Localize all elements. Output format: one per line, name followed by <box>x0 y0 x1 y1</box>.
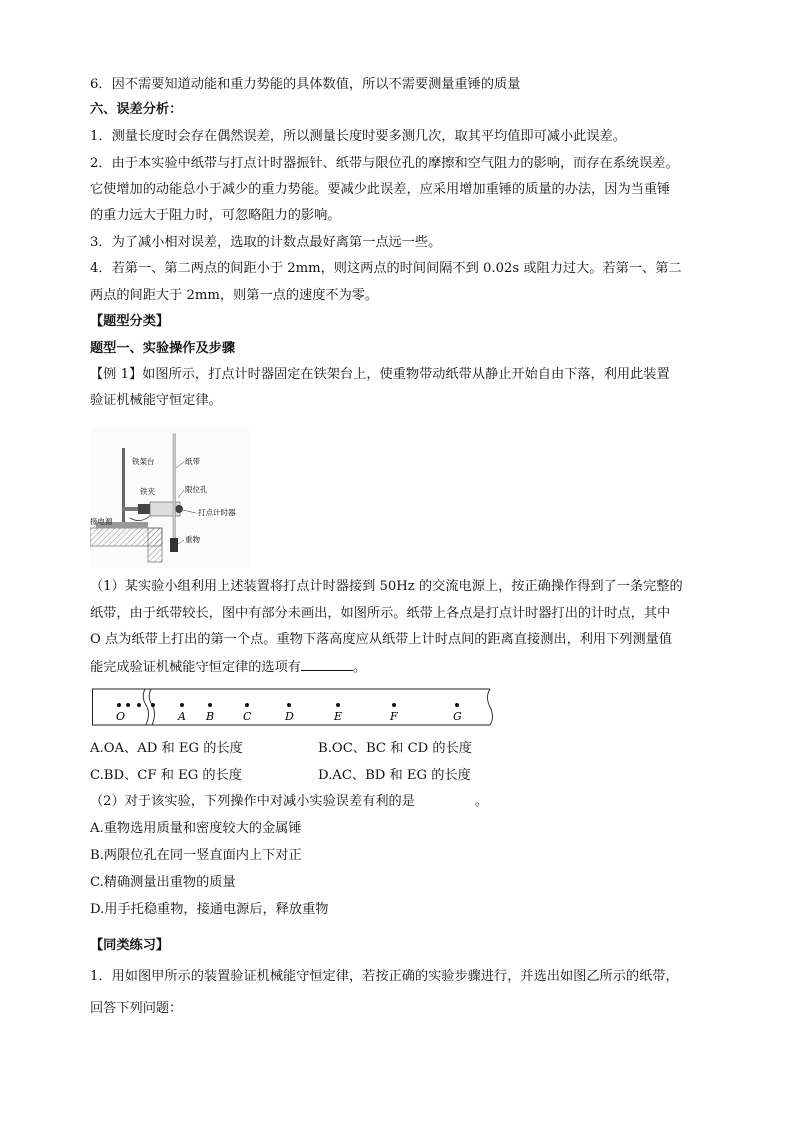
label-power: 接电源 <box>90 517 113 526</box>
section-heading: 题型一、实验操作及步骤 <box>90 341 236 356</box>
option-b[interactable]: B.两限位孔在同一竖直面内上下对正 <box>90 848 302 863</box>
text-line: 6．因不需要知道动能和重力势能的具体数值，所以不需要测量重锤的质量 <box>90 77 521 92</box>
point-label-d: D <box>285 710 294 723</box>
question-text: 能完成验证机械能守恒定律的选项有 <box>90 660 301 675</box>
text-line: 它使增加的动能总小于减少的重力势能。要减少此误差，应采用增加重锤的质量的办法，因为当重锤 <box>90 182 671 197</box>
option-c[interactable]: C.BD、CF 和 EG 的长度 <box>90 768 242 783</box>
question-end: 。 <box>353 660 367 675</box>
point-label-e: E <box>334 710 343 723</box>
text-line: 回答下列问题： <box>90 1001 183 1016</box>
text-line: 2．由于本实验中纸带与打点计时器振针、纸带与限位孔的摩擦和空气阻力的影响，而存在系统误差。 <box>90 156 679 171</box>
option-d[interactable]: D.AC、BD 和 EG 的长度 <box>318 768 471 783</box>
question-text: （2）对于该实验，下列操作中对减小实验误差有利的是 <box>90 794 415 809</box>
text-line: 1．测量长度时会存在偶然误差，所以测量长度时要多测几次，取其平均值即可减小此误差。 <box>90 129 626 144</box>
label-limit-hole: 限位孔 <box>185 485 208 494</box>
section-heading: 六、误差分析： <box>90 102 183 117</box>
label-weight: 重物 <box>185 535 200 544</box>
label-timer: 打点计时器 <box>198 508 236 517</box>
point-label-a: A <box>178 710 186 723</box>
question-end: 。 <box>474 794 489 809</box>
option-b[interactable]: B.OC、BC 和 CD 的长度 <box>318 741 472 756</box>
point-label-b: B <box>206 710 215 723</box>
question-line <box>90 793 488 811</box>
option-a[interactable]: A.重物选用质量和密度较大的金属锤 <box>90 821 302 836</box>
paper-tape-figure <box>92 687 497 729</box>
point-label-o: O <box>116 710 126 723</box>
text-line: 的重力远大于阻力时，可忽略阻力的影响。 <box>90 208 341 223</box>
point-label-g: G <box>453 710 462 723</box>
text-line: 3．为了减小相对误差，选取的计数点最好离第一点远一些。 <box>90 235 442 250</box>
section-heading: 【同类练习】 <box>90 938 170 953</box>
label-tape: 纸带 <box>185 457 200 466</box>
point-label-f: F <box>390 710 398 723</box>
answer-blank[interactable] <box>301 658 353 671</box>
question-line: 纸带，由于纸带较长，图中有部分未画出，如图所示。纸带上各点是打点计时器打出的计时点，其中 <box>90 606 671 621</box>
option-d[interactable]: D.用手托稳重物，接通电源后，释放重物 <box>90 902 329 917</box>
point-label-c: C <box>243 710 252 723</box>
text-line: 验证机械能守恒定律。 <box>90 393 222 408</box>
question-line: （1）某实验小组利用上述装置将打点计时器接到 50Hz 的交流电源上，按正确操作得到了一条完整的 <box>90 579 683 594</box>
label-clamp: 铁夹 <box>140 487 155 496</box>
text-line: 4．若第一、第二两点的间距小于 2mm，则这两点的时间间隔不到 0.02s 或阻力过大。若第一、第二 <box>90 261 682 276</box>
text-line: 【例 1】如图所示，打点计时器固定在铁架台上，使重物带动纸带从静止开始自由下落，利用此装置 <box>90 367 670 382</box>
section-heading: 【题型分类】 <box>90 314 170 329</box>
question-line <box>90 658 366 677</box>
text-line: 两点的间距大于 2mm，则第一点的速度不为零。 <box>90 288 379 303</box>
text-line: 1．用如图甲所示的装置验证机械能守恒定律，若按正确的实验步骤进行，并选出如图乙所示的纸带， <box>90 969 679 984</box>
label-stand: 铁架台 <box>132 457 155 466</box>
apparatus-figure <box>90 428 250 568</box>
option-a[interactable]: A.OA、AD 和 EG 的长度 <box>90 741 243 756</box>
question-line: O 点为纸带上打出的第一个点。重物下落高度应从纸带上计时点间的距离直接测出，利用下列测量值 <box>90 632 673 647</box>
option-c[interactable]: C.精确测量出重物的质量 <box>90 875 236 890</box>
